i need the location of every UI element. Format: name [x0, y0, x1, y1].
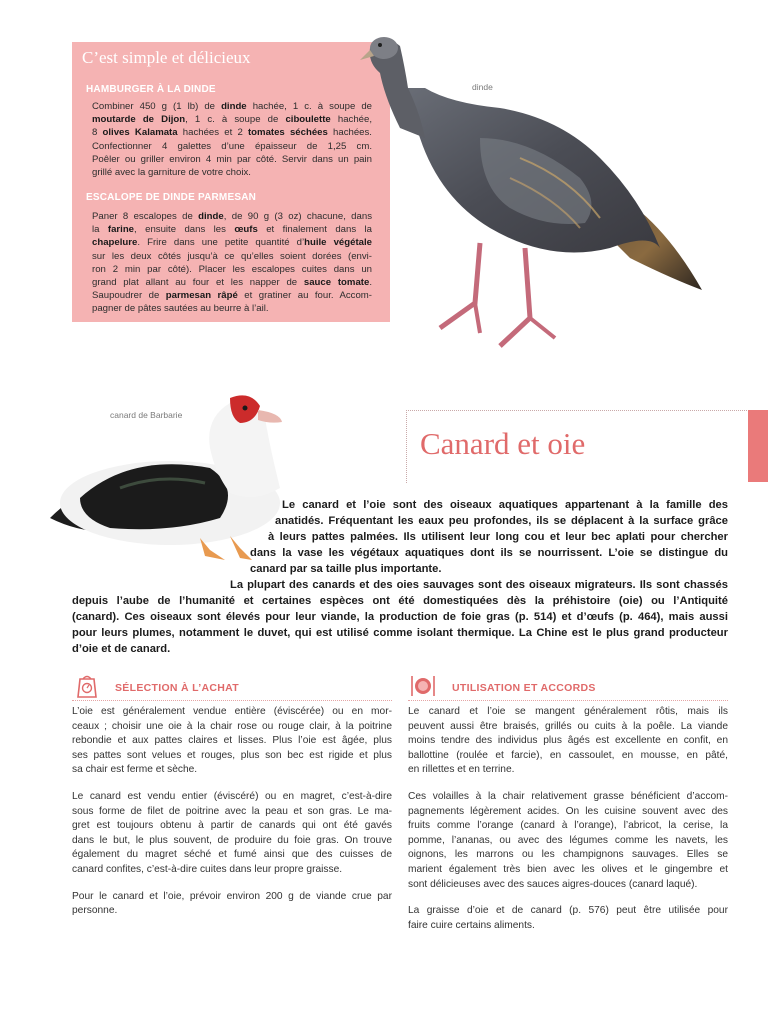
recipe-title-escalope: ESCALOPE DE DINDE PARMESAN	[86, 192, 257, 203]
sidebar-title: C’est simple et délicieux	[82, 48, 251, 67]
chapter-tab	[748, 410, 768, 482]
intro-line-2: à leurs pattes palmées. Ils utilisent leur long cou et leur bec aplati pour chercher	[268, 531, 728, 543]
recipe-line: Saupoudrer de parmesan râpé et gratiner au four. Accom-	[92, 290, 372, 302]
paragraph-line: canard confites, c’est-à-dire cuites dans leur propre graisse.	[72, 864, 343, 875]
paragraph-line: personne.	[72, 905, 118, 917]
scale-icon	[76, 673, 98, 699]
paragraph-line: moins tendre des individus plus âgés est excellente en confit, en	[408, 735, 728, 747]
recipe-line: Combiner 450 g (1 lb) de dinde hachée, 1 c. à soupe de	[92, 101, 372, 112]
paragraph-line: marient également très bien avec les olives et le gingembre et	[408, 864, 728, 875]
intro-line-9: d’oie et de canard.	[72, 643, 171, 655]
recipe-line: ron 2 min par côté). Placer les escalopes cuites dans un	[92, 263, 372, 275]
duck-image	[40, 378, 290, 568]
section-rule-left	[72, 700, 392, 701]
section-title-selection: SÉLECTION À L’ACHAT	[115, 682, 239, 694]
duck-caption: canard de Barbarie	[110, 410, 183, 420]
section-rule-right	[408, 700, 728, 701]
paragraph-line: Le canard est vendu entier (éviscéré) ou en magret, c’est-à-dire	[72, 791, 392, 802]
paragraph-line: sa chair est ferme et sèche.	[72, 764, 198, 776]
recipe-line: chapelure. Frire dans une petite quantité d’huile végétale	[92, 237, 372, 249]
recipe-line: pagner de pâtes sautées au beurre à l’ail.	[92, 303, 269, 315]
paragraph-line: oignons, les marrons ou les champignons sauvages. Elles se	[408, 849, 728, 861]
turkey-image	[330, 28, 710, 353]
intro-line-0: Le canard et l’oie sont des oiseaux aquatiques appartenant à la famille des	[282, 499, 728, 511]
paragraph-line: ses pattes sont velues et rouges, plus son bec est rigide et plus	[72, 749, 392, 761]
paragraph-line: ceaux ; choisir une oie à la chair rose ou rouge clair, à la poitrine	[72, 720, 392, 732]
recipe-line: Paner 8 escalopes de dinde, de 90 g (3 oz) chacune, dans	[92, 211, 372, 222]
recipe-line: moutarde de Dijon, 1 c. à soupe de ciboulette hachée,	[92, 114, 373, 126]
recipe-line: Poêler ou griller environ 4 min par côté. Servir dans un pain	[92, 153, 372, 165]
recipe-line: sur les deux côtés jusqu’à ce qu’elles soient dorées (envi-	[92, 250, 372, 262]
section-title-utilisation: UTILISATION ET ACCORDS	[452, 682, 596, 694]
recipe-line: grand plat allant au four et les napper de sauce tomate.	[92, 277, 372, 289]
paragraph-line: également du magret séché et fumé ainsi que des cuisses de	[72, 849, 392, 861]
paragraph-line: pagnements légèrement acides. On les cuisine souvent avec des	[408, 805, 728, 817]
paragraph-line: gret est toujours obtenu à partir de canards qui ont été gavés	[72, 820, 392, 832]
paragraph-line: sous forme de filet de poitrine avec la peau et son gras. Le ma-	[72, 805, 392, 817]
paragraph-line: Le canard et l’oie se mangent généralement rôtis, mais ils	[408, 706, 728, 717]
paragraph-line: dans le but, le plus souvent, de produire du foie gras. On trouve	[72, 834, 392, 846]
paragraph-line: rebondie et aux pattes claires et lisses. Plus l’oie est âgée, plus	[72, 735, 392, 747]
recipe-line: 8 olives Kalamata hachées et 2 tomates séchées hachées.	[92, 127, 372, 139]
intro-line-5: La plupart des canards et des oies sauvages sont des oiseaux migrateurs. Ils sont chassés	[230, 579, 728, 591]
paragraph-line: Ces volailles à la chair relativement grasse bénéficient d’accom-	[408, 791, 728, 802]
paragraph-line: peuvent aussi être braisés, grillés ou cuits à la poêle. La viande	[408, 720, 728, 732]
paragraph-line: pomme, l’ananas, ou avec des légumes comme les navets, les	[408, 834, 728, 846]
intro-line-6: depuis l’aube de l’humanité et certaines espèces ont été domestiquées dès la préhistoire (oie) ou l’Antiquité	[72, 595, 728, 607]
intro-line-7: (canard). Ces oiseaux sont élevés pour leur viande, la production de foie gras (p. 514) et d’œufs (p. 464), mais aussi	[72, 611, 728, 623]
paragraph-line: ballottine (roulée et farcie), en cassoulet, en mousse, en pâté,	[408, 749, 728, 761]
intro-line-1: anatidés. Fréquentant les eaux peu profondes, ils se déplacent à la surface grâce	[275, 515, 728, 527]
turkey-caption: dinde	[472, 82, 493, 92]
paragraph-line: sont délicieuses avec des sauces aigres-douces (canard laqué).	[408, 878, 698, 890]
recipe-line: grillé avec la garniture de votre choix.	[92, 167, 251, 179]
recipe-title-hamburger: HAMBURGER À LA DINDE	[86, 84, 216, 95]
intro-line-8: pour leurs plumes, notamment le duvet, qui est utilisé comme isolant thermique. La Chine est le plus grand producteur	[72, 627, 728, 639]
intro-line-3: dans la vase les végétaux aquatiques dont ils se nourrissent. L’oie se distingue du	[250, 547, 728, 559]
paragraph-line: L’oie est généralement vendue entière (éviscérée) ou en mor-	[72, 706, 392, 717]
paragraph-line: Pour le canard et l’oie, prévoir environ 200 g de viande crue par	[72, 890, 392, 902]
plate-cutlery-icon	[409, 673, 437, 699]
recipe-line: Confectionner 4 galettes d’une épaisseur de 1,25 cm.	[92, 140, 372, 152]
paragraph-line: fruits comme l’orange (canard à l’orange), l’abricot, la cerise, la	[408, 820, 728, 832]
intro-line-4: canard par sa taille plus importante.	[250, 563, 442, 575]
recipe-line: la farine, ensuite dans les œufs et finalement dans la	[92, 224, 372, 236]
paragraph-line: La graisse d’oie et de canard (p. 576) peut être utilisée pour	[408, 905, 728, 917]
paragraph-line: en rillettes et en terrine.	[408, 764, 515, 776]
page-title: Canard et oie	[420, 426, 586, 461]
paragraph-line: faire cuire certains aliments.	[408, 919, 535, 931]
